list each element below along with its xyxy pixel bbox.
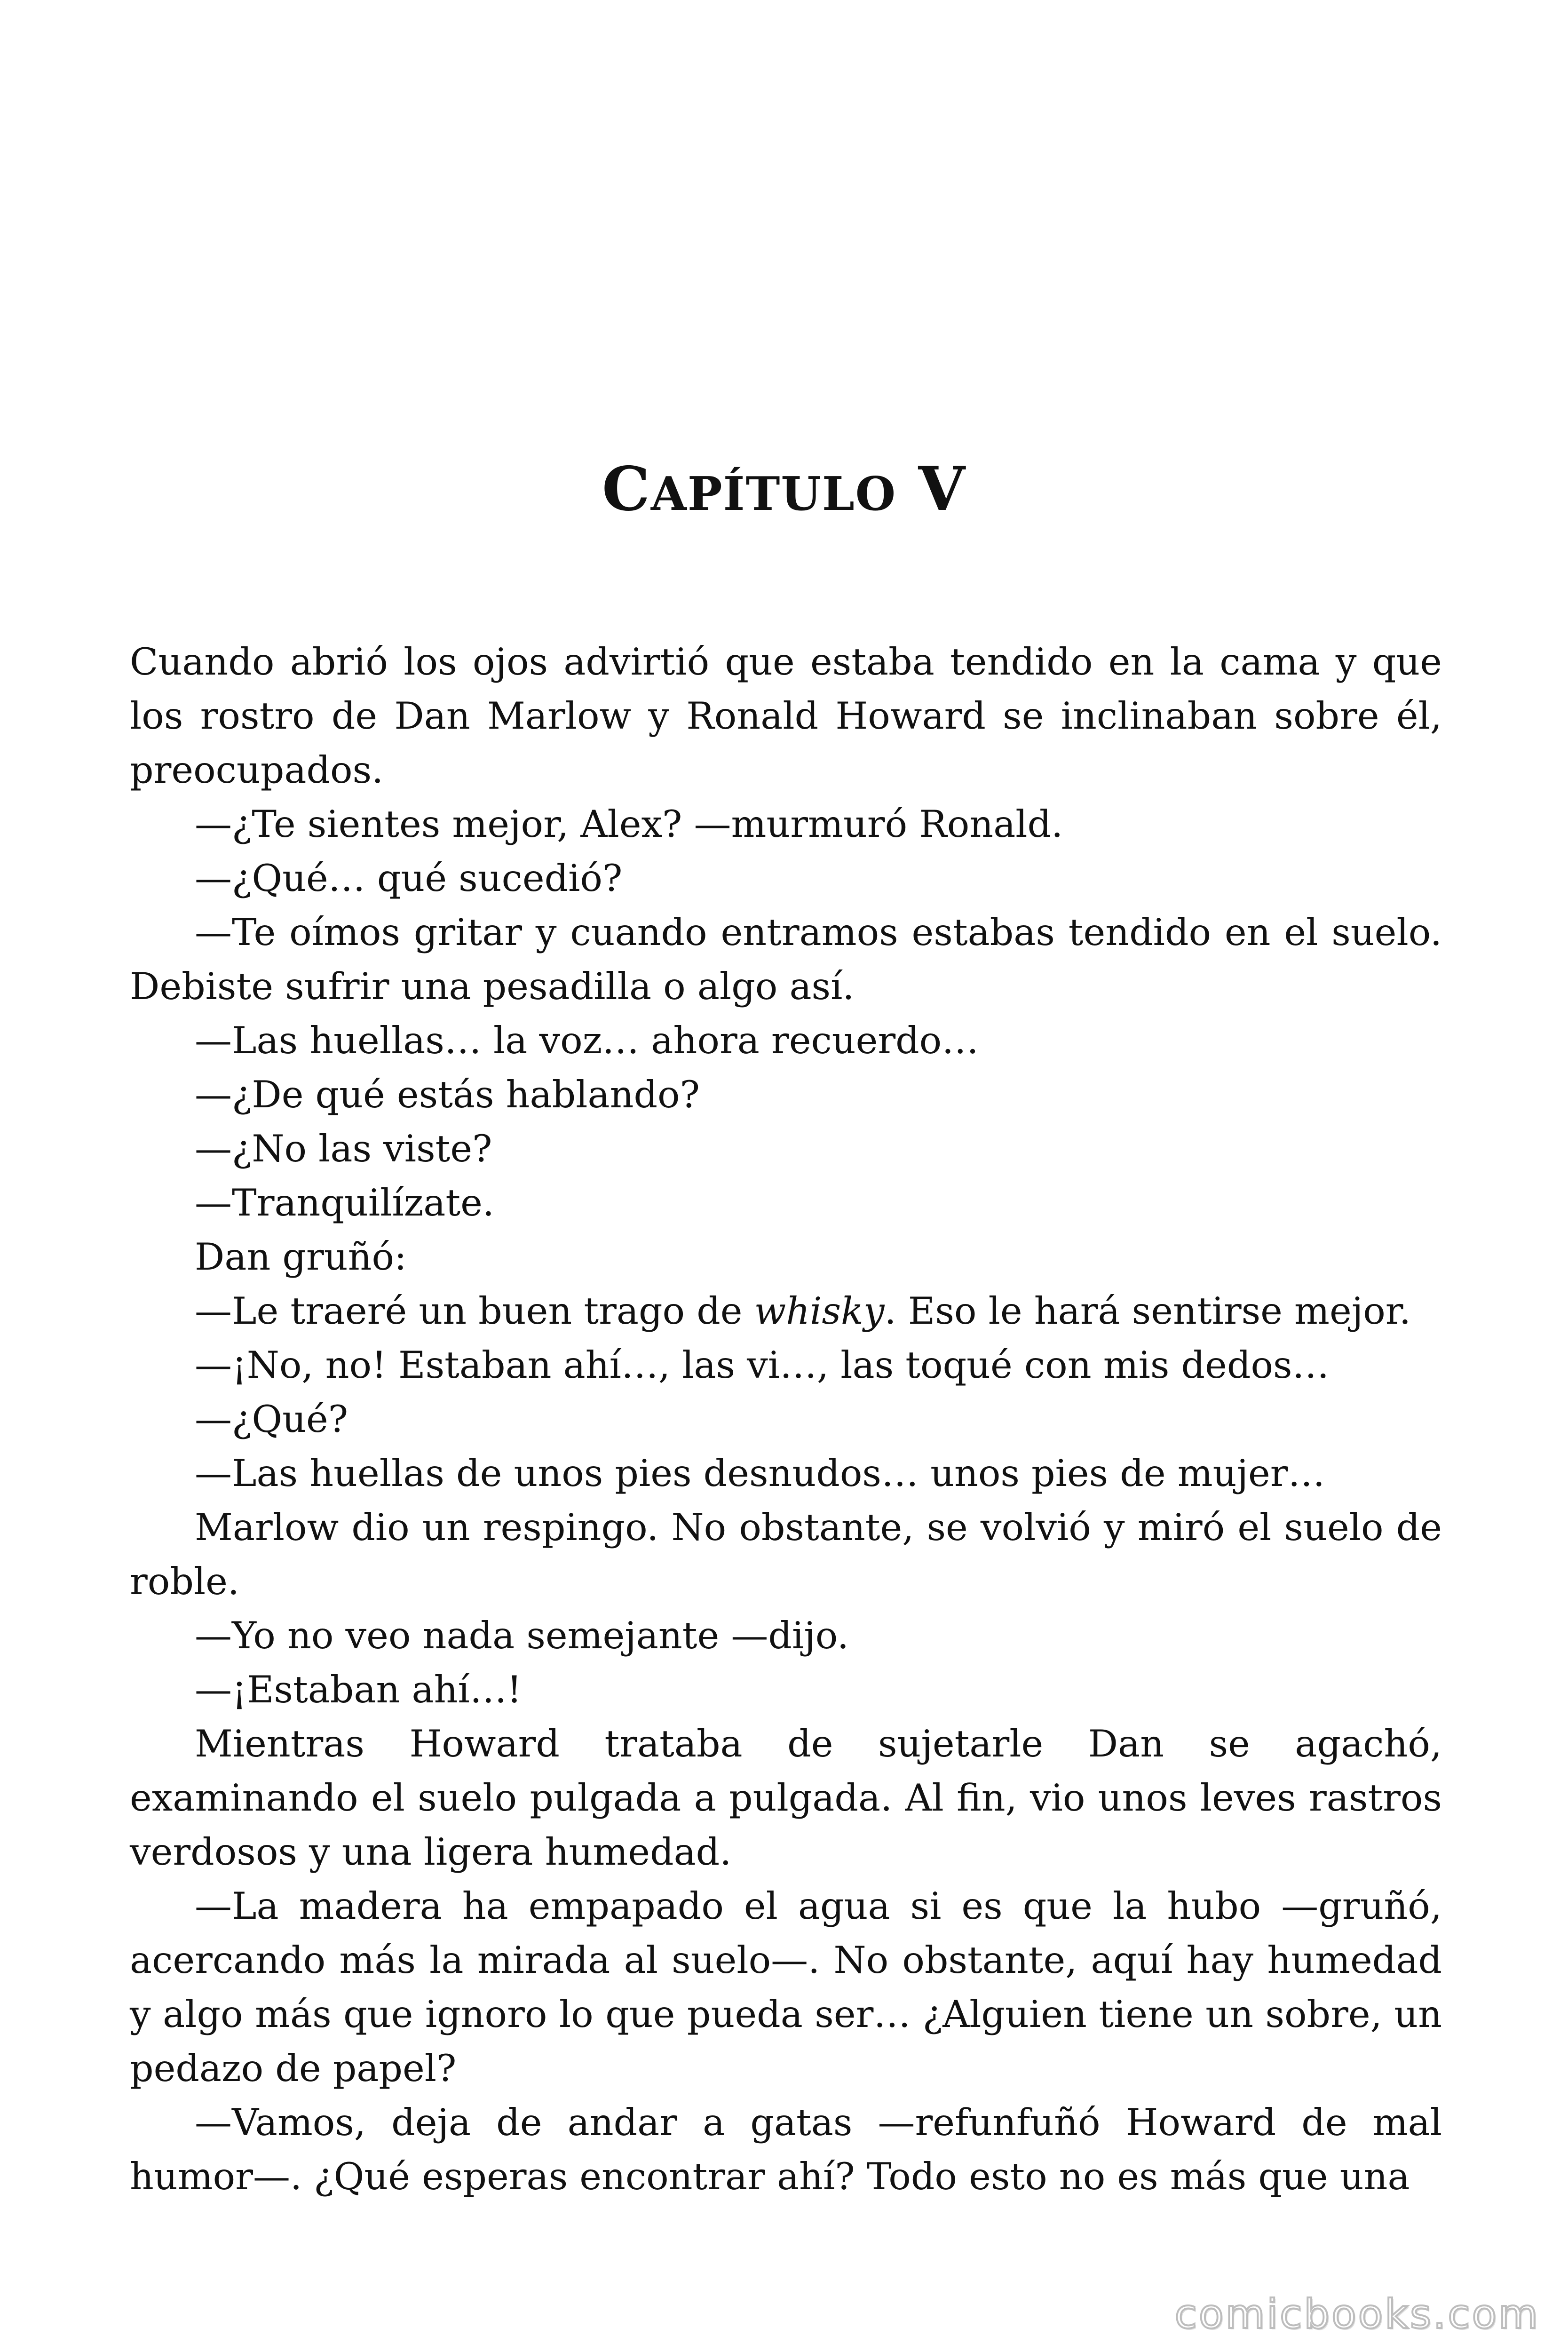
paragraph-10-end: . Eso le hará sentirse mejor. xyxy=(884,1289,1411,1333)
paragraph-2: —¿Te sientes mejor, Alex? —murmuró Ronald. xyxy=(195,803,1063,846)
chapter-title-smallcaps: APÍTULO xyxy=(650,467,897,521)
paragraph-8: —Tranquilízate. xyxy=(195,1181,495,1224)
paragraph-14: Marlow dio un respingo. No obstante, se volvió y miró el suelo de roble. xyxy=(130,1506,1442,1603)
paragraph-1: Cuando abrió los ojos advirtió que estaba tendido en la cama y que los rostro de Dan Marlow y Ronald Howard se inclinaban sobre él, preocupados. xyxy=(130,640,1442,792)
paragraph-11: —¡No, no! Estaban ahí…, las vi…, las toqué con mis dedos… xyxy=(195,1343,1330,1387)
paragraph-19: —Vamos, deja de andar a gatas —refunfuñó Howard de mal humor—. ¿Qué esperas encontrar ahí? Todo esto no es más que una xyxy=(130,2101,1442,2198)
paragraph-4: —Te oímos gritar y cuando entramos estabas tendido en el suelo. Debiste sufrir una pesadilla o algo así. xyxy=(130,911,1442,1008)
paragraph-6: —¿De qué estás hablando? xyxy=(195,1073,700,1116)
paragraph-17: Mientras Howard trataba de sujetarle Dan se agachó, examinando el suelo pulgada a pulgada. Al fin, vio unos leves rastros verdosos y una ligera humedad. xyxy=(130,1722,1442,1874)
paragraph-9: Dan gruñó: xyxy=(195,1235,407,1279)
paragraph-10-start: —Le traeré un buen trago de xyxy=(195,1289,754,1333)
paragraph-10 xyxy=(130,1284,1442,1338)
paragraph-16: —¡Estaban ahí…! xyxy=(195,1668,522,1711)
chapter-title xyxy=(0,452,1568,532)
paragraph-5: —Las huellas… la voz… ahora recuerdo… xyxy=(195,1019,979,1062)
chapter-number: V xyxy=(918,454,966,524)
paragraph-7: —¿No las viste? xyxy=(195,1127,492,1170)
chapter-body xyxy=(130,635,1442,2204)
paragraph-3: —¿Qué… qué sucedió? xyxy=(195,857,623,900)
paragraph-18: —La madera ha empapado el agua si es que la hubo —gruñó, acercando más la mirada al suelo—. No obstante, aquí hay humedad y algo más que ignoro lo que pueda ser… ¿Alguien tiene un sobre, un pedazo de papel? xyxy=(130,1884,1442,2090)
chapter-title-initial: C xyxy=(602,454,651,524)
paragraph-15: —Yo no veo nada semejante —dijo. xyxy=(195,1614,849,1657)
paragraph-12: —¿Qué? xyxy=(195,1398,348,1441)
watermark: comicbooks.com xyxy=(1174,2291,1540,2338)
emphasis-whisky: whisky xyxy=(754,1289,885,1333)
paragraph-13: —Las huellas de unos pies desnudos… unos pies de mujer… xyxy=(195,1452,1325,1495)
